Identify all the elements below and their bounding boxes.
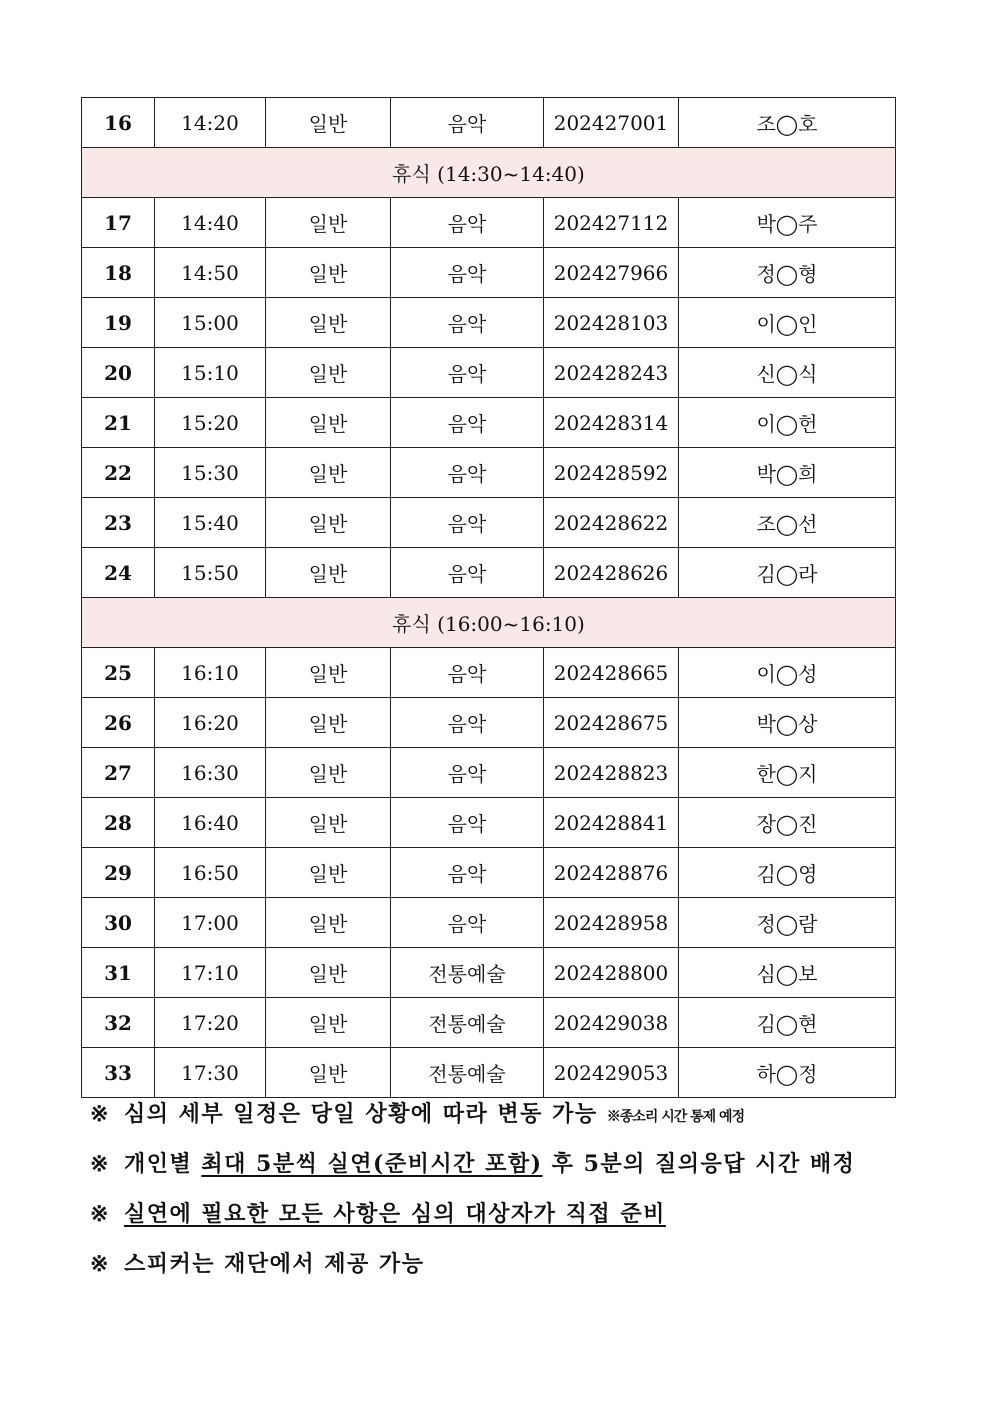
cell-time: 15:00	[155, 298, 266, 348]
cell-field: 음악	[391, 98, 544, 148]
cell-category: 일반	[266, 948, 391, 998]
cell-name: 조◯선	[679, 498, 896, 548]
cell-category: 일반	[266, 798, 391, 848]
cell-field: 음악	[391, 548, 544, 598]
cell-applicant-id: 202427001	[544, 98, 679, 148]
cell-applicant-id: 202428592	[544, 448, 679, 498]
cell-time: 15:10	[155, 348, 266, 398]
cell-field: 음악	[391, 448, 544, 498]
reference-mark-icon: ※	[90, 1101, 110, 1127]
cell-name: 박◯희	[679, 448, 896, 498]
cell-category: 일반	[266, 848, 391, 898]
cell-applicant-id: 202428314	[544, 398, 679, 448]
cell-applicant-id: 202428800	[544, 948, 679, 998]
cell-number: 19	[82, 298, 155, 348]
cell-number: 17	[82, 198, 155, 248]
note-text: 심의 세부 일정은 당일 상황에 따라 변동 가능	[123, 1101, 598, 1127]
cell-name: 정◯형	[679, 248, 896, 298]
cell-time: 14:50	[155, 248, 266, 298]
cell-category: 일반	[266, 648, 391, 698]
cell-applicant-id: 202428876	[544, 848, 679, 898]
cell-number: 28	[82, 798, 155, 848]
table-row	[82, 98, 896, 148]
cell-applicant-id: 202428675	[544, 698, 679, 748]
cell-category: 일반	[266, 198, 391, 248]
cell-field: 음악	[391, 298, 544, 348]
cell-field: 음악	[391, 348, 544, 398]
table-row	[82, 698, 896, 748]
cell-time: 15:40	[155, 498, 266, 548]
cell-number: 22	[82, 448, 155, 498]
cell-name: 이◯성	[679, 648, 896, 698]
cell-name: 박◯상	[679, 698, 896, 748]
cell-applicant-id: 202428243	[544, 348, 679, 398]
cell-field: 음악	[391, 748, 544, 798]
cell-time: 14:40	[155, 198, 266, 248]
table-row	[82, 798, 896, 848]
cell-category: 일반	[266, 348, 391, 398]
cell-category: 일반	[266, 448, 391, 498]
cell-field: 전통예술	[391, 998, 544, 1048]
cell-category: 일반	[266, 298, 391, 348]
table-row	[82, 398, 896, 448]
cell-time: 17:00	[155, 898, 266, 948]
cell-name: 김◯라	[679, 548, 896, 598]
cell-name: 김◯영	[679, 848, 896, 898]
note-text-pre: 개인별	[123, 1151, 202, 1177]
cell-field: 음악	[391, 198, 544, 248]
note-preparation	[90, 1196, 970, 1246]
cell-name: 이◯인	[679, 298, 896, 348]
cell-category: 일반	[266, 998, 391, 1048]
cell-category: 일반	[266, 248, 391, 298]
cell-applicant-id: 202428665	[544, 648, 679, 698]
cell-name: 이◯헌	[679, 398, 896, 448]
cell-category: 일반	[266, 398, 391, 448]
cell-applicant-id: 202428958	[544, 898, 679, 948]
cell-time: 16:40	[155, 798, 266, 848]
cell-time: 15:20	[155, 398, 266, 448]
cell-applicant-id: 202428622	[544, 498, 679, 548]
cell-number: 16	[82, 98, 155, 148]
cell-category: 일반	[266, 498, 391, 548]
cell-category: 일반	[266, 98, 391, 148]
cell-field: 음악	[391, 848, 544, 898]
notes-section	[90, 1096, 970, 1296]
cell-number: 29	[82, 848, 155, 898]
cell-time: 17:30	[155, 1048, 266, 1098]
table-row	[82, 898, 896, 948]
table-row	[82, 648, 896, 698]
cell-name: 한◯지	[679, 748, 896, 798]
cell-name: 심◯보	[679, 948, 896, 998]
cell-field: 음악	[391, 898, 544, 948]
note-underlined-text: 실연에 필요한 모든 사항은 심의 대상자가 직접 준비	[123, 1201, 666, 1227]
cell-applicant-id: 202428823	[544, 748, 679, 798]
cell-field: 음악	[391, 798, 544, 848]
cell-time: 17:20	[155, 998, 266, 1048]
cell-name: 조◯호	[679, 98, 896, 148]
cell-field: 음악	[391, 248, 544, 298]
cell-number: 25	[82, 648, 155, 698]
break-label: 휴식 (16:00~16:10)	[82, 598, 896, 648]
cell-name: 하◯정	[679, 1048, 896, 1098]
cell-number: 24	[82, 548, 155, 598]
table-row	[82, 548, 896, 598]
cell-time: 14:20	[155, 98, 266, 148]
table-row	[82, 298, 896, 348]
cell-time: 15:50	[155, 548, 266, 598]
cell-number: 26	[82, 698, 155, 748]
cell-number: 27	[82, 748, 155, 798]
cell-applicant-id: 202427966	[544, 248, 679, 298]
cell-field: 전통예술	[391, 1048, 544, 1098]
cell-time: 15:30	[155, 448, 266, 498]
cell-name: 박◯주	[679, 198, 896, 248]
cell-field: 음악	[391, 498, 544, 548]
cell-category: 일반	[266, 698, 391, 748]
table-row	[82, 348, 896, 398]
cell-name: 신◯식	[679, 348, 896, 398]
table-row	[82, 498, 896, 548]
cell-applicant-id: 202429038	[544, 998, 679, 1048]
cell-field: 음악	[391, 398, 544, 448]
break-label: 휴식 (14:30~14:40)	[82, 148, 896, 198]
table-row	[82, 848, 896, 898]
table-row	[82, 998, 896, 1048]
cell-field: 음악	[391, 698, 544, 748]
cell-field: 전통예술	[391, 948, 544, 998]
table-row	[82, 248, 896, 298]
cell-applicant-id: 202427112	[544, 198, 679, 248]
schedule-body	[82, 98, 896, 1098]
reference-mark-icon: ※	[90, 1201, 110, 1227]
cell-number: 23	[82, 498, 155, 548]
table-row	[82, 748, 896, 798]
cell-applicant-id: 202428626	[544, 548, 679, 598]
table-row	[82, 1048, 896, 1098]
note-small-text: ※종소리 시간 통제 예정	[606, 1109, 745, 1125]
note-underlined-text: 최대 5분씩 실연(준비시간 포함)	[201, 1151, 543, 1177]
cell-number: 31	[82, 948, 155, 998]
cell-number: 30	[82, 898, 155, 948]
cell-field: 음악	[391, 648, 544, 698]
table-row	[82, 198, 896, 248]
note-text: 스피커는 재단에서 제공 가능	[123, 1251, 425, 1277]
cell-category: 일반	[266, 898, 391, 948]
note-speaker	[90, 1246, 970, 1296]
cell-time: 16:10	[155, 648, 266, 698]
note-performance-time	[90, 1146, 970, 1196]
note-text-post: 후 5분의 질의응답 시간 배정	[542, 1151, 856, 1177]
schedule-table	[81, 97, 896, 1098]
cell-number: 20	[82, 348, 155, 398]
cell-number: 18	[82, 248, 155, 298]
cell-number: 32	[82, 998, 155, 1048]
break-row	[82, 148, 896, 198]
reference-mark-icon: ※	[90, 1251, 110, 1277]
note-schedule-change	[90, 1096, 970, 1146]
cell-applicant-id: 202428103	[544, 298, 679, 348]
cell-time: 16:50	[155, 848, 266, 898]
cell-time: 16:20	[155, 698, 266, 748]
cell-number: 33	[82, 1048, 155, 1098]
cell-category: 일반	[266, 748, 391, 798]
cell-name: 김◯현	[679, 998, 896, 1048]
cell-time: 17:10	[155, 948, 266, 998]
break-row	[82, 598, 896, 648]
cell-name: 정◯람	[679, 898, 896, 948]
table-row	[82, 948, 896, 998]
cell-name: 장◯진	[679, 798, 896, 848]
cell-category: 일반	[266, 1048, 391, 1098]
table-row	[82, 448, 896, 498]
cell-category: 일반	[266, 548, 391, 598]
reference-mark-icon: ※	[90, 1151, 110, 1177]
cell-applicant-id: 202428841	[544, 798, 679, 848]
cell-time: 16:30	[155, 748, 266, 798]
cell-number: 21	[82, 398, 155, 448]
cell-applicant-id: 202429053	[544, 1048, 679, 1098]
